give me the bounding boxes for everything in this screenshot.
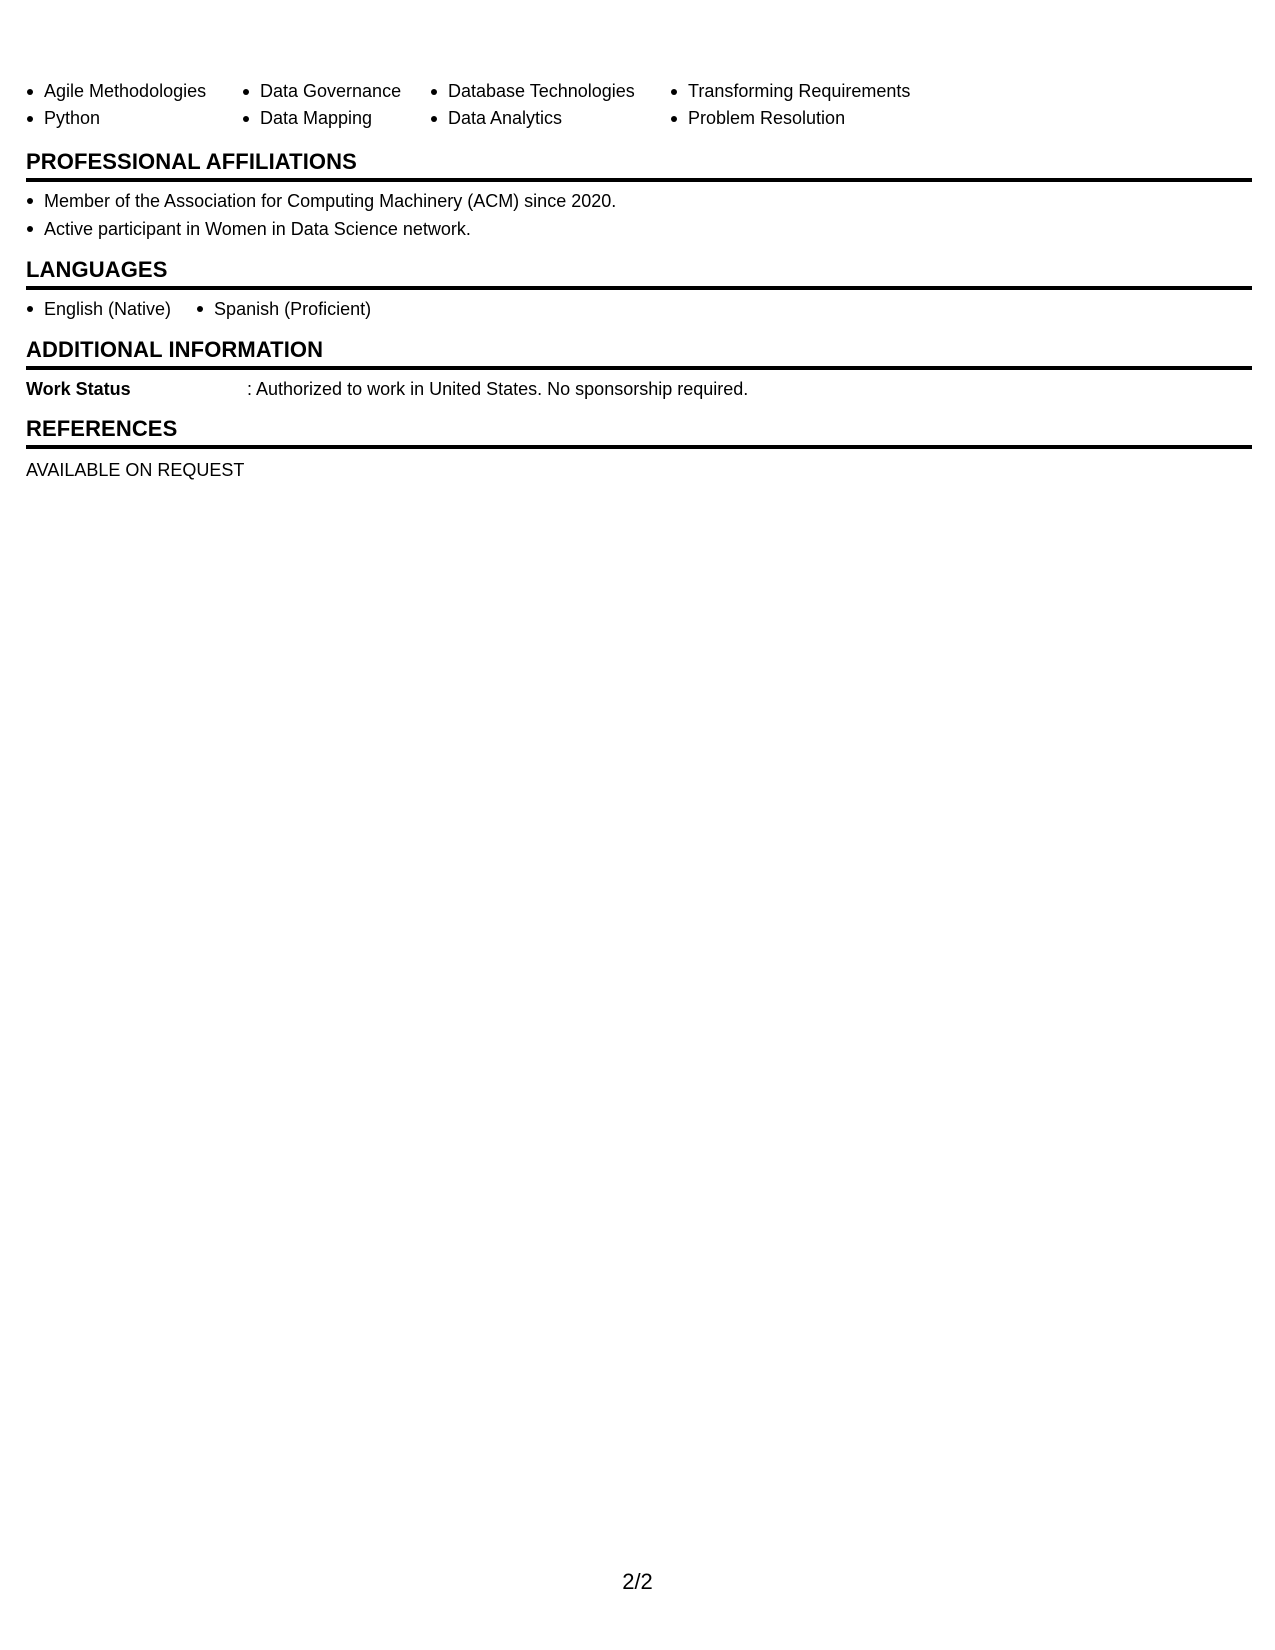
affiliations-heading: PROFESSIONAL AFFILIATIONS [26, 149, 1252, 182]
languages-list [26, 295, 1252, 323]
skill-item: Agile Methodologies [26, 78, 242, 105]
skill-item: Transforming Requirements [670, 78, 930, 105]
skills-column-1 [26, 78, 242, 132]
language-item: English (Native) [26, 295, 171, 323]
page-number: 2/2 [622, 1569, 653, 1594]
skill-item: Problem Resolution [670, 105, 930, 132]
skill-item: Data Analytics [430, 105, 670, 132]
languages-heading: LANGUAGES [26, 257, 1252, 290]
skills-column-3 [430, 78, 670, 132]
skills-column-2 [242, 78, 430, 132]
list-item: Member of the Association for Computing Machinery (ACM) since 2020. [26, 187, 1252, 215]
references-text: AVAILABLE ON REQUEST [26, 460, 245, 480]
skill-item: Data Mapping [242, 105, 430, 132]
work-status-row [26, 376, 1252, 402]
skill-item: Database Technologies [430, 78, 670, 105]
work-status-value: : Authorized to work in United States. No sponsorship required. [247, 379, 749, 399]
skill-item: Python [26, 105, 242, 132]
language-item: Spanish (Proficient) [196, 295, 371, 323]
additional-info-heading: ADDITIONAL INFORMATION [26, 337, 1252, 370]
affiliations-list [26, 187, 1252, 243]
skills-column-4 [670, 78, 930, 132]
skills-grid [26, 78, 1252, 132]
resume-page [26, 78, 1252, 483]
list-item: Active participant in Women in Data Science network. [26, 215, 1252, 243]
work-status-label: Work Status [26, 379, 131, 399]
skill-item: Data Governance [242, 78, 430, 105]
references-heading: REFERENCES [26, 416, 1252, 449]
